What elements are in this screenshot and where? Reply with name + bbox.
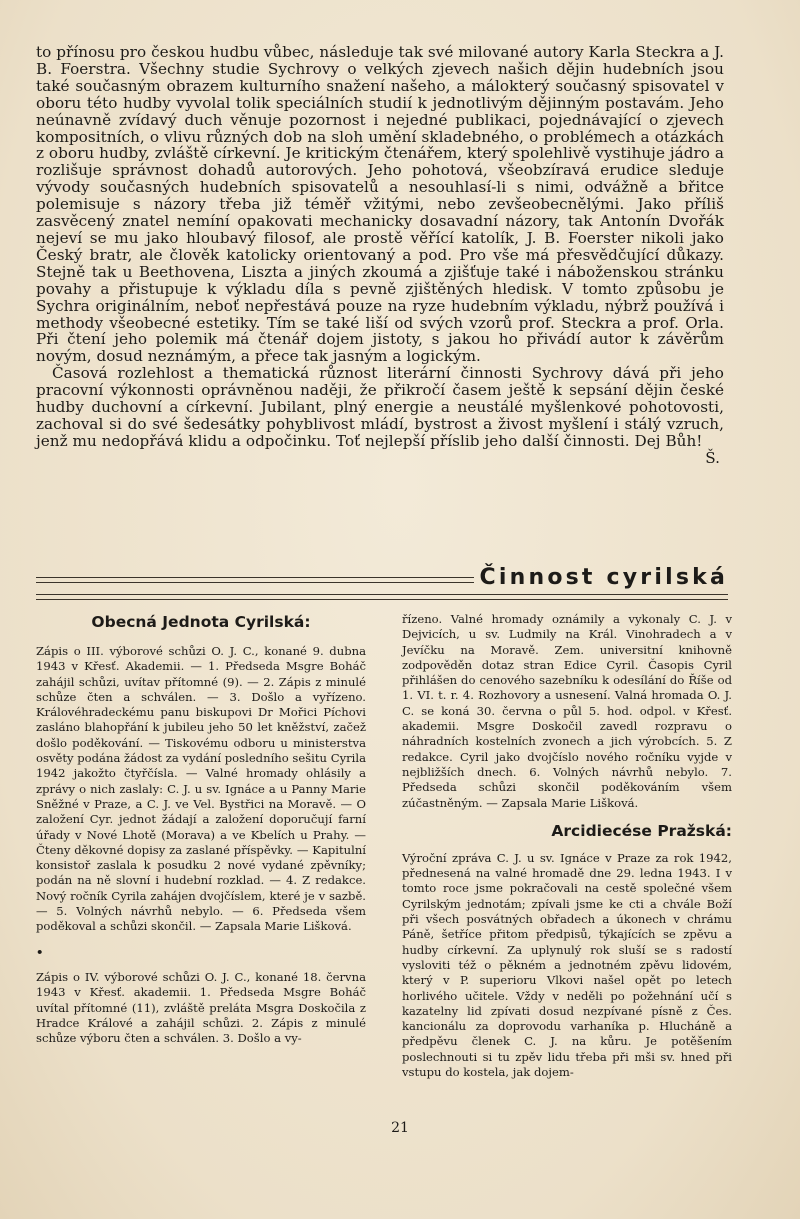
- signature: Š.: [705, 448, 720, 467]
- left-column: [36, 612, 366, 1046]
- minutes-entry-iii: Zápis o III. výborové schůzi O. J. C., konané 9. dubna 1943 v Křesť. Akademii. — 1. Předseda Msgre Boháč zahájil schůzi, uvítav přítomné (9). — 2. Zápis z minulé schůze čten a schválen. — 3. Došlo a vyřízeno. Královéhradeckému panu biskupovi Dr Mořici Píchovi zasláno blahopřání k jubileu jeho 50 let kněžství, začež došlo poděkování. — Tiskovému odboru u ministerstva osvěty podána žádost za vydání posledního sešitu Cyrila 1942 jakožto čtyřčísla. — Valné hromady ohlásily a zprávy o nich zaslaly: C. J. u sv. Ignáce a u Panny Marie Sněžné v Praze, a C. J. ve Vel. Bystřici na Moravě. — O založení Cyr. jednot žádají a založení doporučují farní úřady v Nové Lhotě (Morava) a ve Kbelích u Prahy. — Čteny děkovné dopisy za zaslané příspěvky. — Kapitulní konsistoř zaslala k posudku 2 nové vydané zpěvníky; podán na ně slovní i hudební rozklad. — 4. Z redakce. Nový ročník Cyrila zahájen dvojčíslem, které je v sazbě. — 5. Volných návrhů nebylo. — 6. Předseda všem poděkoval a schůzi skončil. — Zapsala Marie Lišková.: [36, 644, 366, 934]
- section-underline-rules: [36, 594, 728, 604]
- minutes-entry-iv: Zápis o IV. výborové schůzi O. J. C., konané 18. června 1943 v Křesť. akademii. 1. Předseda Msgre Boháč uvítal přítomné (11), zvláště preláta Msgra Doskočila z Hradce Králové a zahájil schůzi. 2. Zápis z minulé schůze výboru čten a schválen. 3. Došlo a vy-: [36, 969, 366, 1046]
- page-number: 21: [391, 1120, 409, 1136]
- section-title: Činnost cyrilská: [479, 565, 728, 590]
- section-heading: [36, 557, 728, 591]
- annual-report-entry: Výroční zpráva C. J. u sv. Ignáce v Praze za rok 1942, přednesená na valné hromadě dne 29. ledna 1943. I v tomto roce jsme pokračovali na cestě společné všem Cyrilským jednotám; zpívali jsme ke cti a chvále Boží při všech posvátných obřadech a úkonech v chrámu Páně, šetříce přitom předpisů, týkajících se zpěvu a hudby církevní. Za uplynulý rok sluší se s radostí vysloviti též o pěkném a jednotném zpěvu lidovém, který v P. superioru Vlkovi našel opět po letech horlivého učitele. Vždy v neděli po požehnání učí s kazatelny lid zpívati dosud nezpívané písně z Čes. kancionálu za doprovodu varhaníka p. Hlucháně a předpěvu členek C. J. na kůru. Je potěšením poslechnouti si tu zpěv lidu třeba při mši sv. hned při vstupu do kostela, jak dojem-: [402, 850, 732, 1080]
- intro-paragraph-1: to přínosu pro českou hudbu vůbec, následuje tak své milované autory Karla Steckra a J. B. Foerstra. Všechny studie Sychrovy o velkých zjevech našich dějin hudebních jsou také současným obrazem kulturního snažení našeho, a málokterý současný spisovatel v oboru této hudby vyvolal tolik speciálních studií k jednotlivým dějinným postavám. Jeho neúnavně zvídavý duch věnuje pozornost i nejedné publikaci, pojednávající o zjevech kompositních, o vlivu různých dob na sloh umění skladebného, o problémech a otázkách z oboru hudby, zvláště církevní. Je kritickým čtenářem, který spolehlivě vystihuje jádro a rozlišuje správnost dohadů autorových. Jeho pohotová, všeobzíravá erudice sleduje vývody současných hudebních spisovatelů a nesouhlasí-li s nimi, odvážně a břitce polemisuje s názory třeba již téměř vžitými, nebo zevšeobecnělými. Jako příliš zasvěcený znatel nemíní opakovati mechanicky dosavadní názory, tak Antonín Dvořák nejeví se mu jako hloubavý filosof, ale prostě věřící katolík, J. B. Foerster nikoli jako Český bratr, ale člověk katolicky orientovaný a pod. Pro vše má přesvědčující důkazy. Stejně tak u Beethovena, Liszta a jiných zkoumá a zjišťuje také i náboženskou stránku povahy a přistupuje k výkladu díla s pevně zjištěných hledisk. V tomto způsobu je Sychra originálním, neboť nepřestává pouze na ryze hudebním výkladu, nýbrž používá i methody všeobecné estetiky. Tím se také liší od svých vzorů prof. Steckra a prof. Orla. Při čtení jeho polemik má čtenář dojem jistoty, s jakou ho přivádí autor k závěrům novým, dosud neznámým, a přece tak jasným a logickým.: [36, 43, 724, 366]
- right-column: [402, 612, 732, 1080]
- heading-rules: [36, 577, 474, 591]
- intro-text: [36, 44, 724, 467]
- minutes-entry-continuation: řízeno. Valné hromady oznámily a vykonaly C. J. v Dejvicích, u sv. Ludmily na Král. Vinohradech a v Jevíčku na Moravě. Zem. universitní knihovně zodpověděn dotaz stran Edice Cyril. Časopis Cyril přihlášen do cenového sazebníku k odesílání do Říše od 1. VI. t. r. 4. Rozhovory a usnesení. Valná hromada O. J. C. se koná 30. června o půl 5. hod. odpol. v Křesť. akademii. Msgre Doskočil zavedl rozpravu o náhradních kostelních zvonech a jich výrobcích. 5. Z redakce. Cyril jako dvojčíslo nového ročníku vyjde v nejbližších dnech. 6. Volných návrhů nebylo. 7. Předseda schůzi skončil poděkováním všem zúčastněným. — Zapsala Marie Lišková.: [402, 612, 732, 810]
- column-heading-ojc: Obecná Jednota Cyrilská:: [91, 613, 311, 631]
- intro-paragraph-2: Časová rozlehlost a thematická různost literární činnosti Sychrovy dává při jeho pracovní výkonnosti oprávněnou naději, že přikročí časem ještě k sepsání dějin české hudby duchovní a církevní. Jubilant, plný energie a neustálé myšlenkové pohotovosti, zachoval si do své šedesátky pohyblivost mládí, bystrost a živost myšlení i stálý vzruch, jenž mu nedopřává klidu a odpočinku. Toť nejlepší příslib jeho další činnosti. Dej Bůh!: [36, 364, 724, 450]
- bullet-separator: •: [36, 944, 44, 959]
- column-heading-prague: Arcidiecése Pražská:: [551, 821, 732, 840]
